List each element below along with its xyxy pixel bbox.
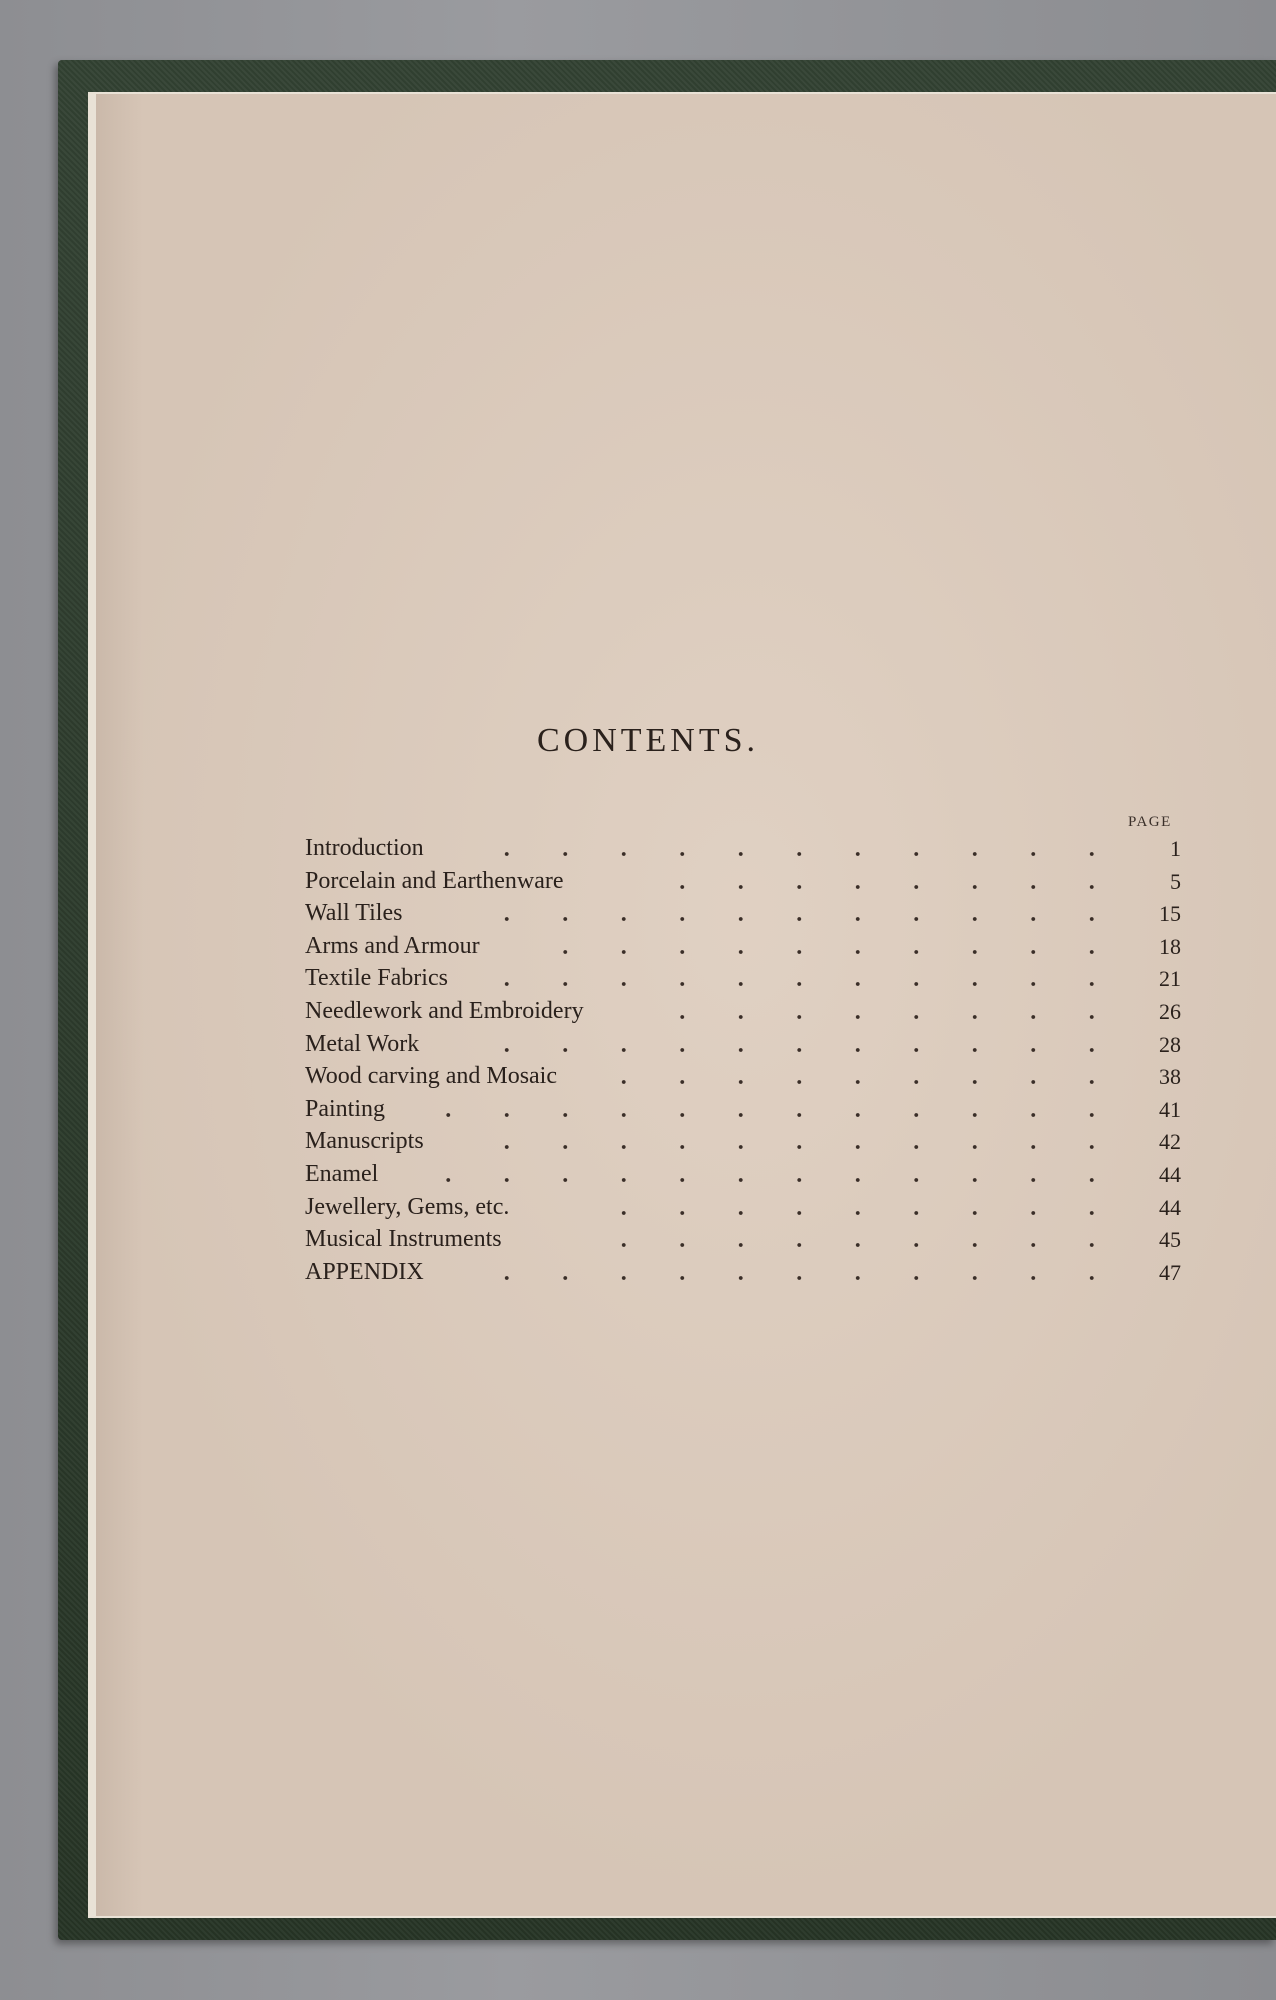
toc-entry [305, 1028, 1181, 1061]
table-of-contents [305, 832, 1181, 1288]
toc-entry [305, 1191, 1181, 1224]
toc-entry-label: Painting [305, 1095, 386, 1122]
dot-leader [400, 1178, 1121, 1182]
dot-leader [490, 982, 1121, 986]
toc-entry-page: 1 [1170, 836, 1181, 861]
toc-entry-page: 44 [1159, 1194, 1181, 1220]
toc-entry [305, 962, 1181, 995]
toc-entry-label: Needlework and Embroidery [305, 997, 584, 1024]
toc-entry-page: 15 [1159, 901, 1181, 927]
dot-leader [465, 852, 1121, 856]
dot-leader [590, 1243, 1121, 1247]
toc-entry-page: 44 [1159, 1161, 1181, 1187]
dot-leader [515, 950, 1121, 954]
toc-entry-label: Musical Instruments [305, 1226, 502, 1253]
toc-entry [305, 865, 1181, 898]
toc-entry-label: Introduction [305, 835, 424, 861]
toc-entry [305, 1093, 1181, 1126]
toc-entry [305, 897, 1181, 930]
toc-entry-page: 45 [1159, 1227, 1181, 1253]
dot-leader [650, 1015, 1121, 1019]
toc-entry-page: 26 [1159, 998, 1181, 1024]
dot-leader [465, 1145, 1121, 1149]
toc-entry-page: 5 [1170, 868, 1181, 894]
toc-entry-label: Metal Work [305, 1030, 420, 1057]
toc-entry-page: 28 [1159, 1031, 1181, 1057]
dot-leader [410, 1113, 1121, 1117]
toc-entry-label: Arms and Armour [305, 932, 480, 959]
toc-entry-page: 42 [1159, 1129, 1181, 1155]
toc-entry-label: Manuscripts [305, 1128, 424, 1155]
toc-entry-label: Porcelain and Earthenware [305, 867, 564, 894]
toc-entry [305, 832, 1181, 865]
toc-entry-label: Enamel [305, 1160, 379, 1187]
dot-leader [640, 885, 1121, 889]
dot-leader [455, 917, 1121, 921]
toc-entry [305, 1223, 1181, 1256]
toc-entry-page: 18 [1159, 933, 1181, 959]
toc-entry [305, 1158, 1181, 1191]
toc-entry [305, 1060, 1181, 1093]
toc-entry-label: Textile Fabrics [305, 965, 448, 992]
toc-entry-label: APPENDIX [305, 1258, 424, 1285]
dot-leader [460, 1276, 1121, 1280]
dot-leader [595, 1080, 1121, 1084]
dot-leader [455, 1048, 1121, 1052]
toc-entry-label: Jewellery, Gems, etc. [305, 1193, 510, 1220]
dot-leader [585, 1211, 1121, 1215]
contents-title: CONTENTS. [536, 722, 760, 759]
toc-entry [305, 930, 1181, 963]
toc-entry-label: Wood carving and Mosaic [305, 1063, 557, 1090]
page-column-header: PAGE [1128, 814, 1172, 830]
toc-entry-page: 21 [1159, 966, 1181, 992]
toc-entry [305, 1125, 1181, 1158]
toc-entry-page: 47 [1159, 1259, 1181, 1285]
toc-entry-label: Wall Tiles [305, 900, 403, 927]
toc-entry [305, 1256, 1181, 1289]
toc-entry [305, 995, 1181, 1028]
toc-entry-page: 38 [1159, 1064, 1181, 1090]
toc-entry-page: 41 [1159, 1096, 1181, 1122]
